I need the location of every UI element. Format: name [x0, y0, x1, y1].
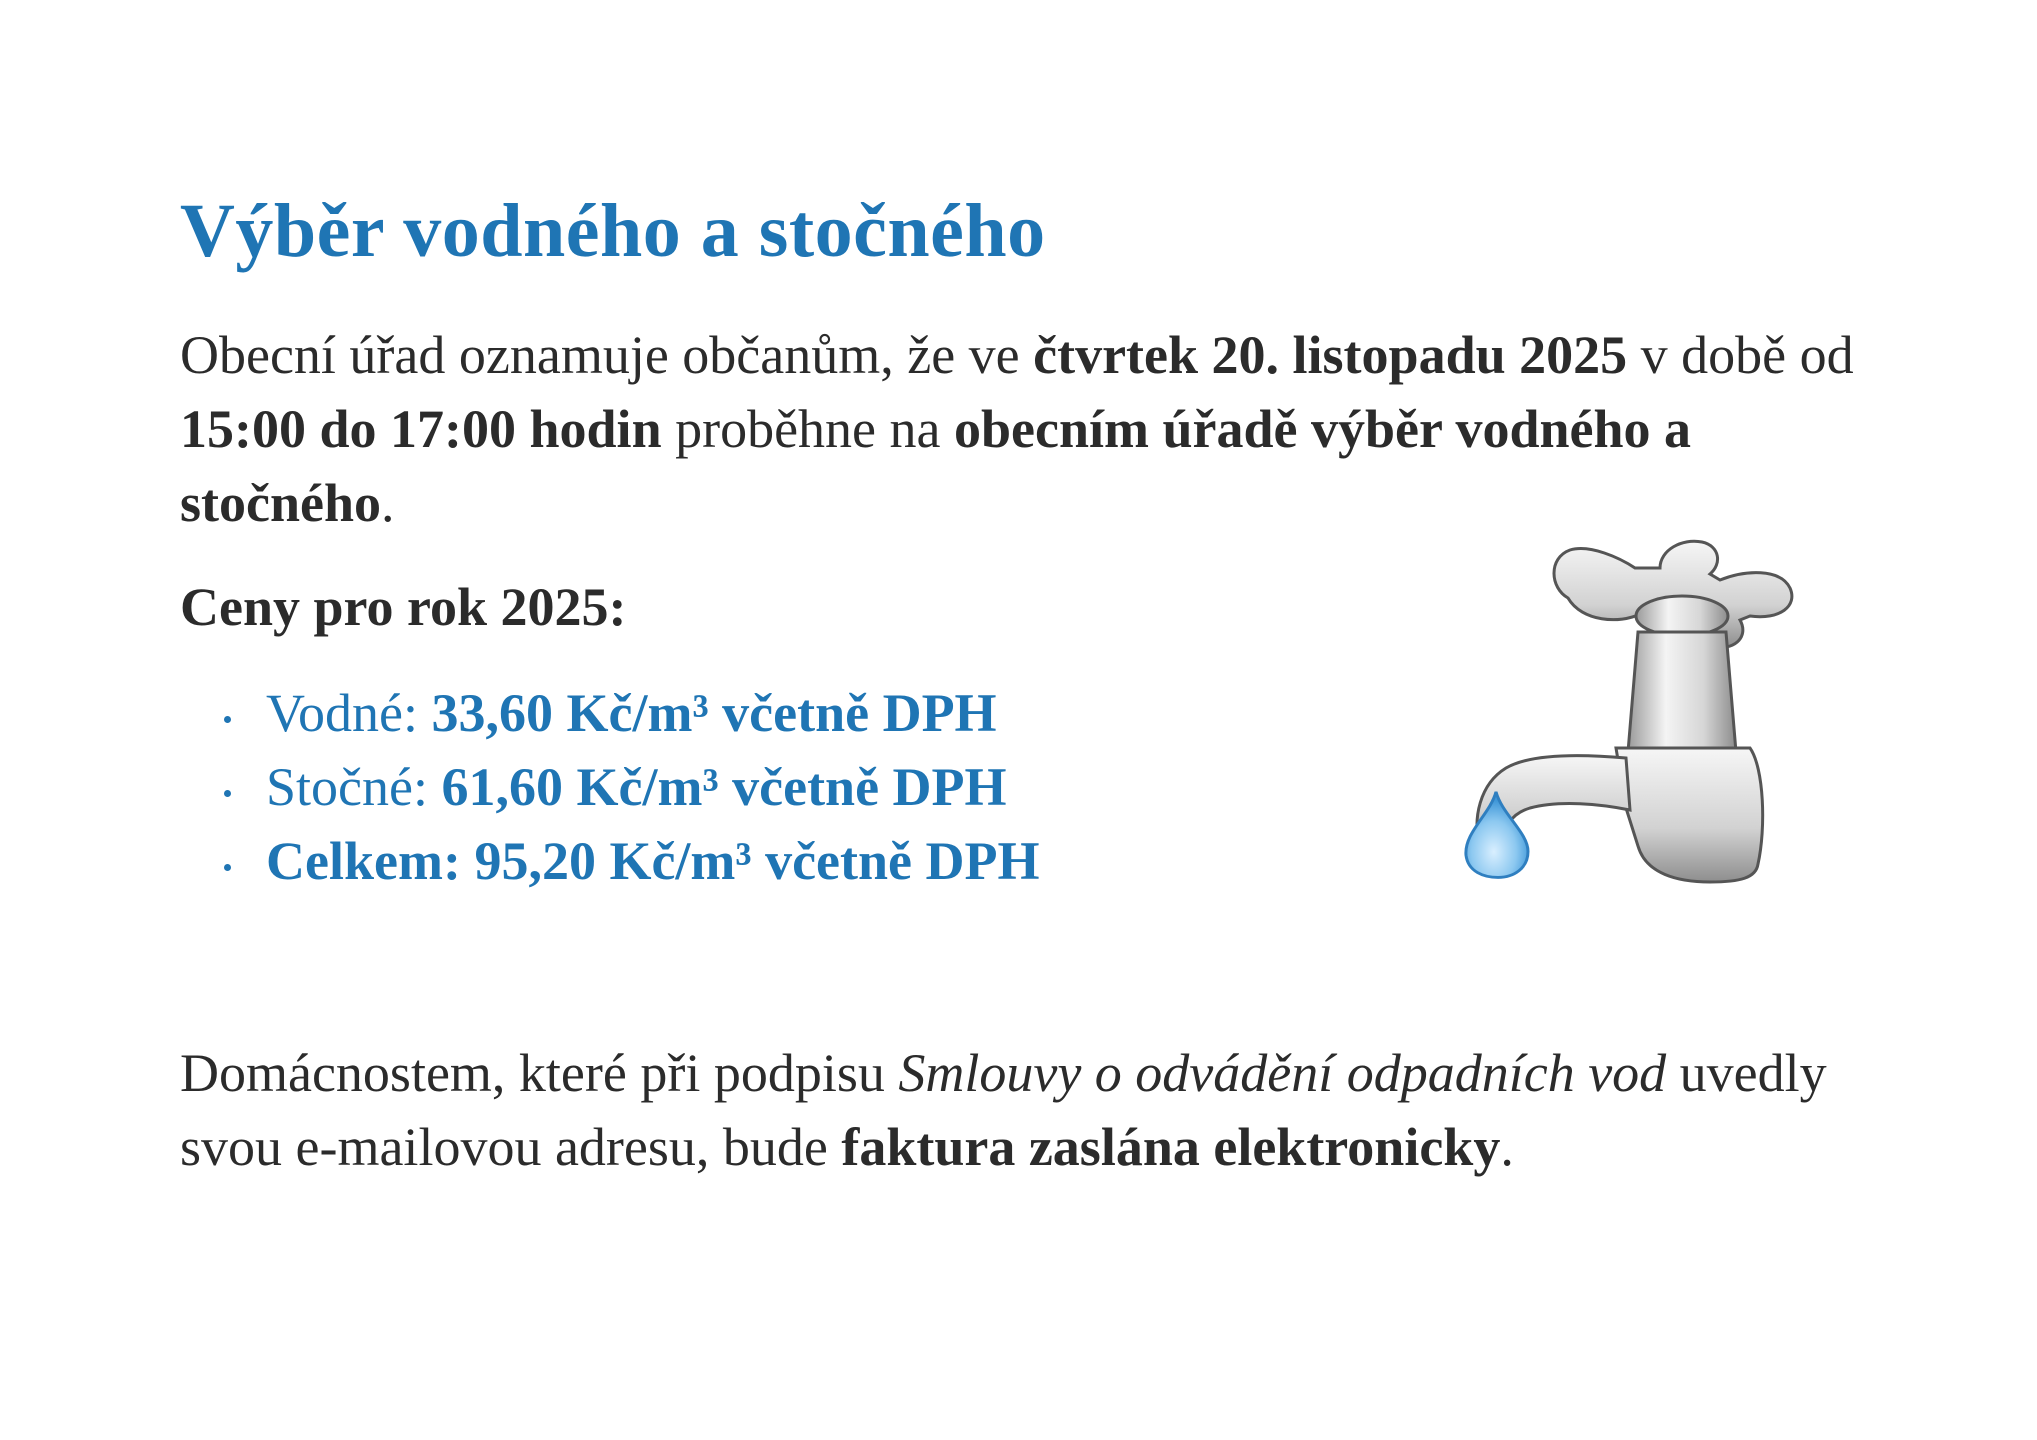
intro-place: obecním úřadě výběr vodného a stočného — [180, 399, 1692, 533]
price-value: 61,60 Kč/m³ včetně DPH — [441, 757, 1007, 817]
footer-invoice: faktura zaslána elektronicky — [841, 1117, 1501, 1177]
intro-time: 15:00 do 17:00 hodin — [180, 399, 662, 459]
price-label: Stočné: — [266, 757, 442, 817]
price-list — [220, 676, 1040, 898]
price-item-total — [220, 824, 1040, 898]
price-value: 95,20 Kč/m³ včetně DPH — [474, 831, 1040, 891]
notice-title: Výběr vodného a stočného — [180, 189, 1046, 273]
intro-text-1: Obecní úřad oznamuje občanům, že ve — [180, 325, 1034, 385]
price-label: Vodné: — [266, 683, 432, 743]
price-label: Celkem: — [266, 831, 475, 891]
intro-text-2: v době od — [1627, 325, 1854, 385]
footer-text-1: Domácnostem, které při podpisu — [180, 1043, 899, 1103]
footer-contract: Smlouvy o odvádění odpadních vod — [898, 1043, 1667, 1103]
footer-text — [180, 1036, 1900, 1184]
notice-intro — [180, 318, 1900, 540]
prices-heading: Ceny pro rok 2025: — [180, 577, 627, 637]
footer-text-2: uvedly svou e-mailovou adresu, bude — [180, 1043, 1827, 1177]
intro-text-4: . — [381, 473, 395, 533]
price-item-sewage — [220, 750, 1040, 824]
bullet-icon — [224, 716, 231, 723]
bullet-icon — [224, 790, 231, 797]
bullet-icon — [224, 864, 231, 871]
price-value: 33,60 Kč/m³ včetně DPH — [431, 683, 997, 743]
footer-text-3: . — [1500, 1117, 1514, 1177]
price-item-water — [220, 676, 1040, 750]
water-faucet-icon — [1420, 528, 1820, 918]
intro-text-3: proběhne na — [661, 399, 954, 459]
intro-date: čtvrtek 20. listopadu 2025 — [1033, 325, 1628, 385]
